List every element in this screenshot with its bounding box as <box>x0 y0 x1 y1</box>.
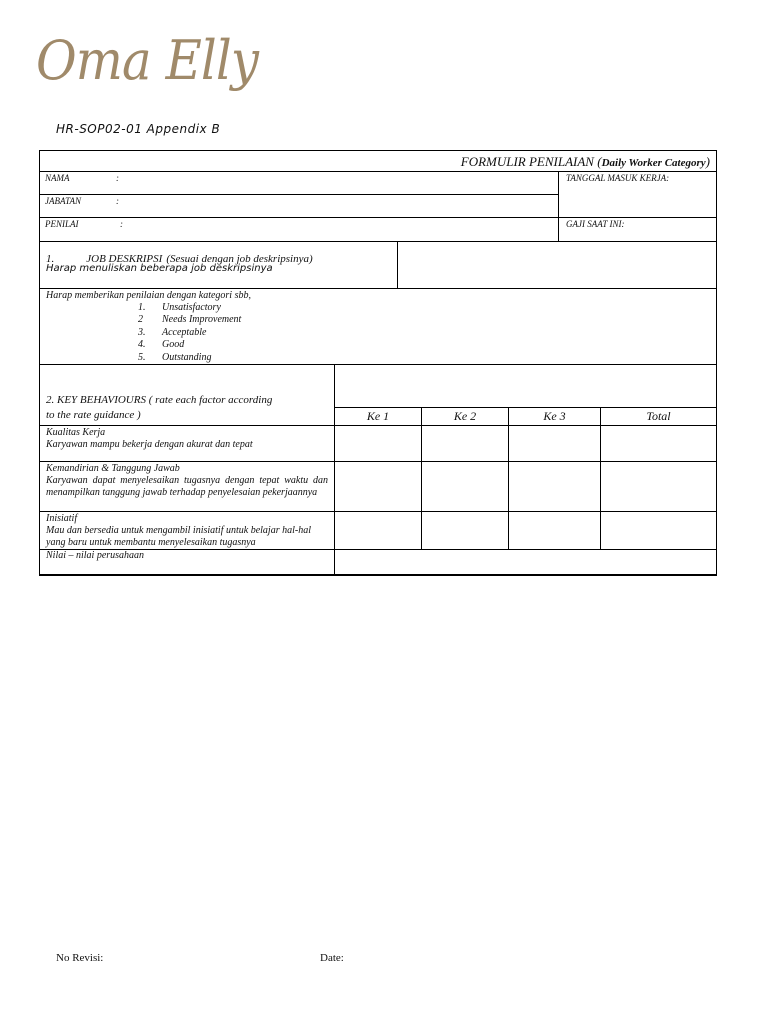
key-behaviours-heading <box>46 393 272 423</box>
behaviour-row <box>40 550 716 575</box>
score-column-headers <box>335 407 716 426</box>
rating-intro: Harap memberikan penilaian dengan kategori sbb, <box>46 290 251 301</box>
document-reference: HR-SOP02-01 Appendix B <box>56 122 221 136</box>
behaviour-title: Kualitas Kerja <box>46 427 106 438</box>
date-label: Date: <box>320 952 344 964</box>
jabatan-label: JABATAN <box>45 196 81 206</box>
tanggal-masuk-field[interactable] <box>558 172 716 218</box>
column-header-ke2: Ke 2 <box>422 408 509 426</box>
behaviour-detail: Karyawan mampu bekerja dengan akurat dan tepat <box>46 439 253 450</box>
score-ke3[interactable] <box>509 512 601 549</box>
score-ke1[interactable] <box>335 512 422 549</box>
score-ke2[interactable] <box>422 426 509 461</box>
rating-category: 1. Unsatisfactory <box>138 302 221 313</box>
column-header-ke3: Ke 3 <box>509 408 601 426</box>
score-total[interactable] <box>601 426 716 461</box>
job-heading-text: JOB DESKRIPSI <box>86 253 163 265</box>
behaviour-title: Kemandirian & Tanggung Jawab <box>46 463 180 474</box>
tanggal-masuk-label: TANGGAL MASUK KERJA: <box>566 173 670 183</box>
penilai-colon: : <box>120 219 123 229</box>
column-header-total: Total <box>646 409 671 423</box>
score-total[interactable] <box>601 512 716 549</box>
jabatan-colon: : <box>116 196 119 206</box>
column-header-ke1: Ke 1 <box>335 408 422 426</box>
penilai-label: PENILAI <box>45 219 79 229</box>
form-title <box>40 151 716 172</box>
behaviour-row <box>40 462 716 512</box>
score-ke3[interactable] <box>509 462 601 511</box>
score-ke1[interactable] <box>335 426 422 461</box>
score-ke3[interactable] <box>509 426 601 461</box>
behaviour-detail: Karyawan dapat menyelesaikan tugasnya dengan tepat waktu dan menampilkan tanggung jawab terhadap penyelesaian pekerjaannya <box>46 475 328 498</box>
rating-category: 2 Needs Improvement <box>138 314 242 326</box>
gaji-field[interactable] <box>558 218 716 242</box>
behaviour-title: Inisiatif <box>46 513 78 524</box>
job-description-section <box>40 242 716 289</box>
rating-category: 4. Good <box>138 339 185 351</box>
rating-category: 5. Outstanding <box>138 351 212 363</box>
job-heading-number: 1. <box>46 253 55 265</box>
behaviour-description <box>40 462 335 511</box>
behaviour-detail: Mau dan bersedia untuk mengambil inisiatif untuk belajar hal-hal yang baru untuk membantu menyelesaikan tugasnya <box>46 525 311 548</box>
nama-label: NAMA <box>45 173 70 183</box>
form-title-category: Daily Worker Category <box>601 157 706 169</box>
jabatan-field[interactable] <box>40 195 558 218</box>
score-total[interactable] <box>601 462 716 511</box>
behaviour-title: Nilai – nilai perusahaan <box>46 550 145 561</box>
behaviour-description <box>40 512 335 549</box>
rating-guidance <box>40 289 716 365</box>
rating-categories <box>138 302 241 364</box>
key-behaviours-header <box>40 365 716 426</box>
score-ke2[interactable] <box>422 462 509 511</box>
job-description-input[interactable] <box>398 242 716 289</box>
nama-colon: : <box>116 173 119 183</box>
company-logo: Oma Elly <box>36 29 259 92</box>
behaviour-row <box>40 426 716 462</box>
form-title-close: ) <box>705 154 710 169</box>
job-heading-note: (Sesuai dengan job deskripsinya) <box>166 253 313 265</box>
rating-category: 3. Acceptable <box>138 326 207 338</box>
behaviour-row <box>40 512 716 550</box>
behaviour-description <box>40 426 335 461</box>
assessment-form <box>39 150 717 576</box>
score-ke2[interactable] <box>422 512 509 549</box>
nama-field[interactable] <box>40 172 558 195</box>
form-title-main: FORMULIR PENILAIAN ( <box>460 154 602 169</box>
penilai-field[interactable] <box>40 218 558 242</box>
score-ke1[interactable] <box>335 462 422 511</box>
job-instruction: Harap menuliskan beberapa job deskripsinya <box>46 263 273 274</box>
key-behaviours-heading-line1: 2. KEY BEHAVIOURS ( rate each factor according <box>46 394 273 406</box>
identity-block <box>40 172 716 242</box>
key-behaviours-heading-line2: to the rate guidance ) <box>46 409 141 421</box>
revision-number-label: No Revisi: <box>56 952 104 964</box>
gaji-label: GAJI SAAT INI: <box>566 219 625 229</box>
behaviour-description <box>40 550 335 574</box>
